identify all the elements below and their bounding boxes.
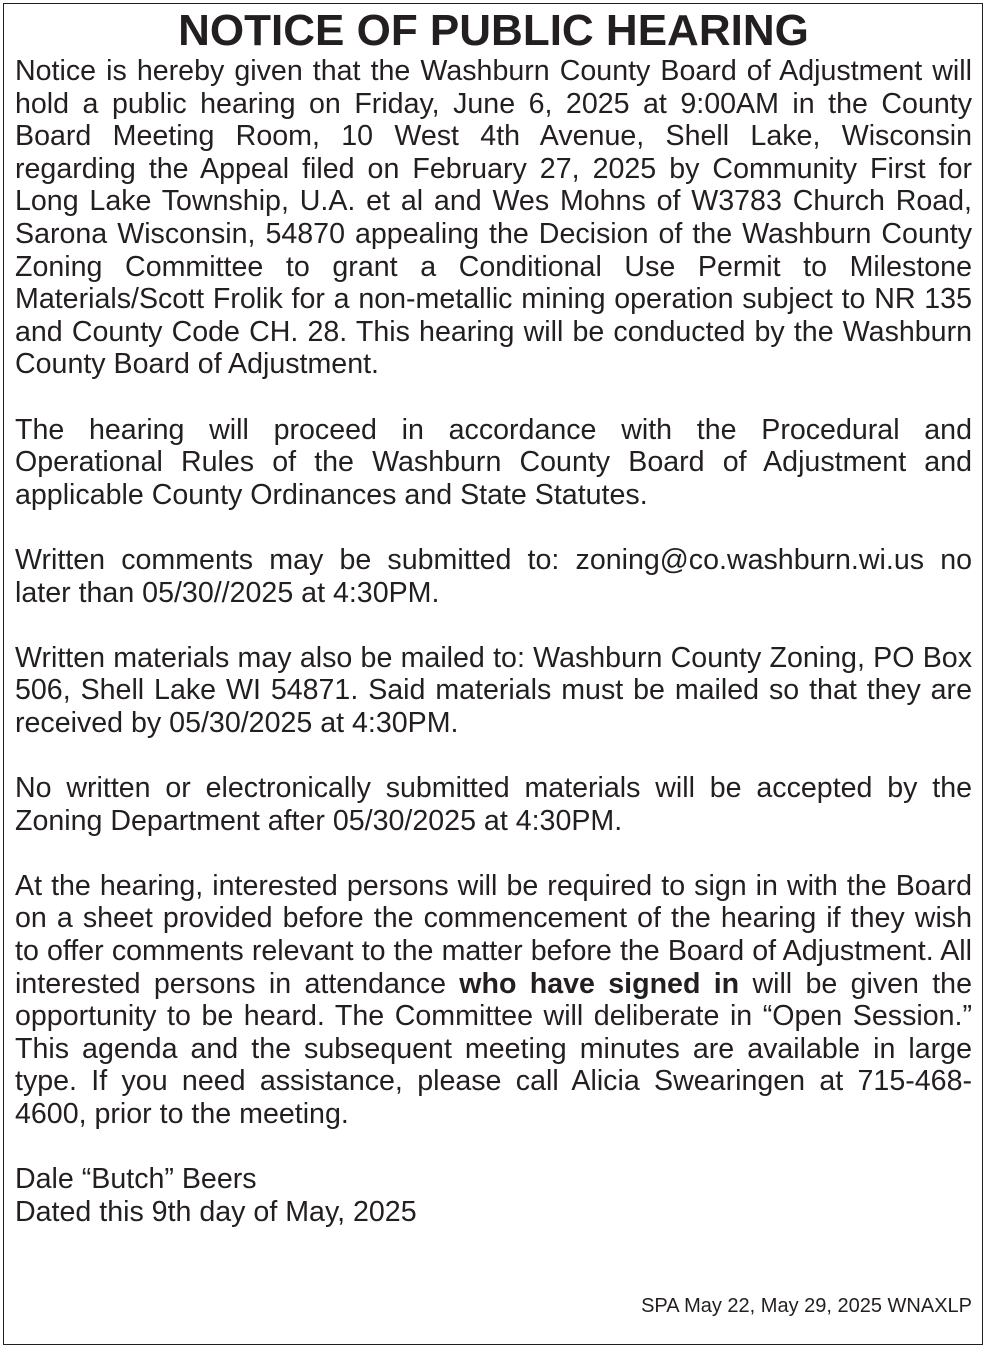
- notice-paragraph-mailed-materials: Written materials may also be mailed to: Washburn County Zoning, PO Box 506, Shell Lake WI 54871. Said materials must be mailed so that they are received by 05/30/2025 at 4:30PM.: [15, 641, 972, 739]
- attendance-text-end: will be given the opportunity to be heard. The Committee will deliberate in “Open Session.” This agenda and the subsequent meeting minutes are available in large type. If you need assistance, please call Alicia Swearingen at 715-468-4600, prior to the meeting.: [15, 967, 972, 1130]
- notice-paragraph-procedure: The hearing will proceed in accordance with the Procedural and Operational Rules of the Washburn County Board of Adjustment and applicable County Ordinances and State Statutes.: [15, 413, 972, 511]
- notice-title: NOTICE OF PUBLIC HEARING: [178, 6, 809, 55]
- notice-paragraph-hearing-details: Notice is hereby given that the Washburn County Board of Adjustment will hold a public hearing on Friday, June 6, 2025 at 9:00AM in the County Board Meeting Room, 10 West 4th Avenue, Shell Lake, Wisconsin regarding the Appeal filed on February 27, 2025 by Community First for Long Lake Township, U.A. et al and Wes Mohns of W3783 Church Road, Sarona Wisconsin, 54870 appealing the Decision of the Washburn County Zoning Committee to grant a Conditional Use Permit to Milestone Materials/Scott Frolik for a non-metallic mining operation subject to NR 135 and County Code CH. 28. This hearing will be conducted by the Washburn County Board of Adjustment.: [15, 55, 972, 381]
- signature-name: Dale “Butch” Beers: [15, 1163, 257, 1196]
- publication-info: SPA May 22, May 29, 2025 WNAXLP: [641, 1295, 972, 1317]
- notice-paragraph-written-comments: Written comments may be submitted to: zoning@co.washburn.wi.us no later than 05/30//2025 at 4:30PM.: [15, 543, 972, 609]
- public-notice: [3, 3, 983, 1345]
- notice-paragraph-deadline: No written or electronically submitted materials will be accepted by the Zoning Department after 05/30/2025 at 4:30PM.: [15, 772, 972, 837]
- attendance-text-bold: who have signed in: [459, 967, 740, 1000]
- signature-date: Dated this 9th day of May, 2025: [15, 1195, 417, 1228]
- signature-block: [15, 1163, 972, 1228]
- notice-paragraph-attendance: [15, 870, 972, 1131]
- attendance-text-start: At the hearing, interested persons will be required to sign in with the Board on a sheet provided before the commencement of the hearing if they wish to offer comments relevant to the matter before the Board of Adjustment. All interested persons in attendance: [15, 869, 972, 1000]
